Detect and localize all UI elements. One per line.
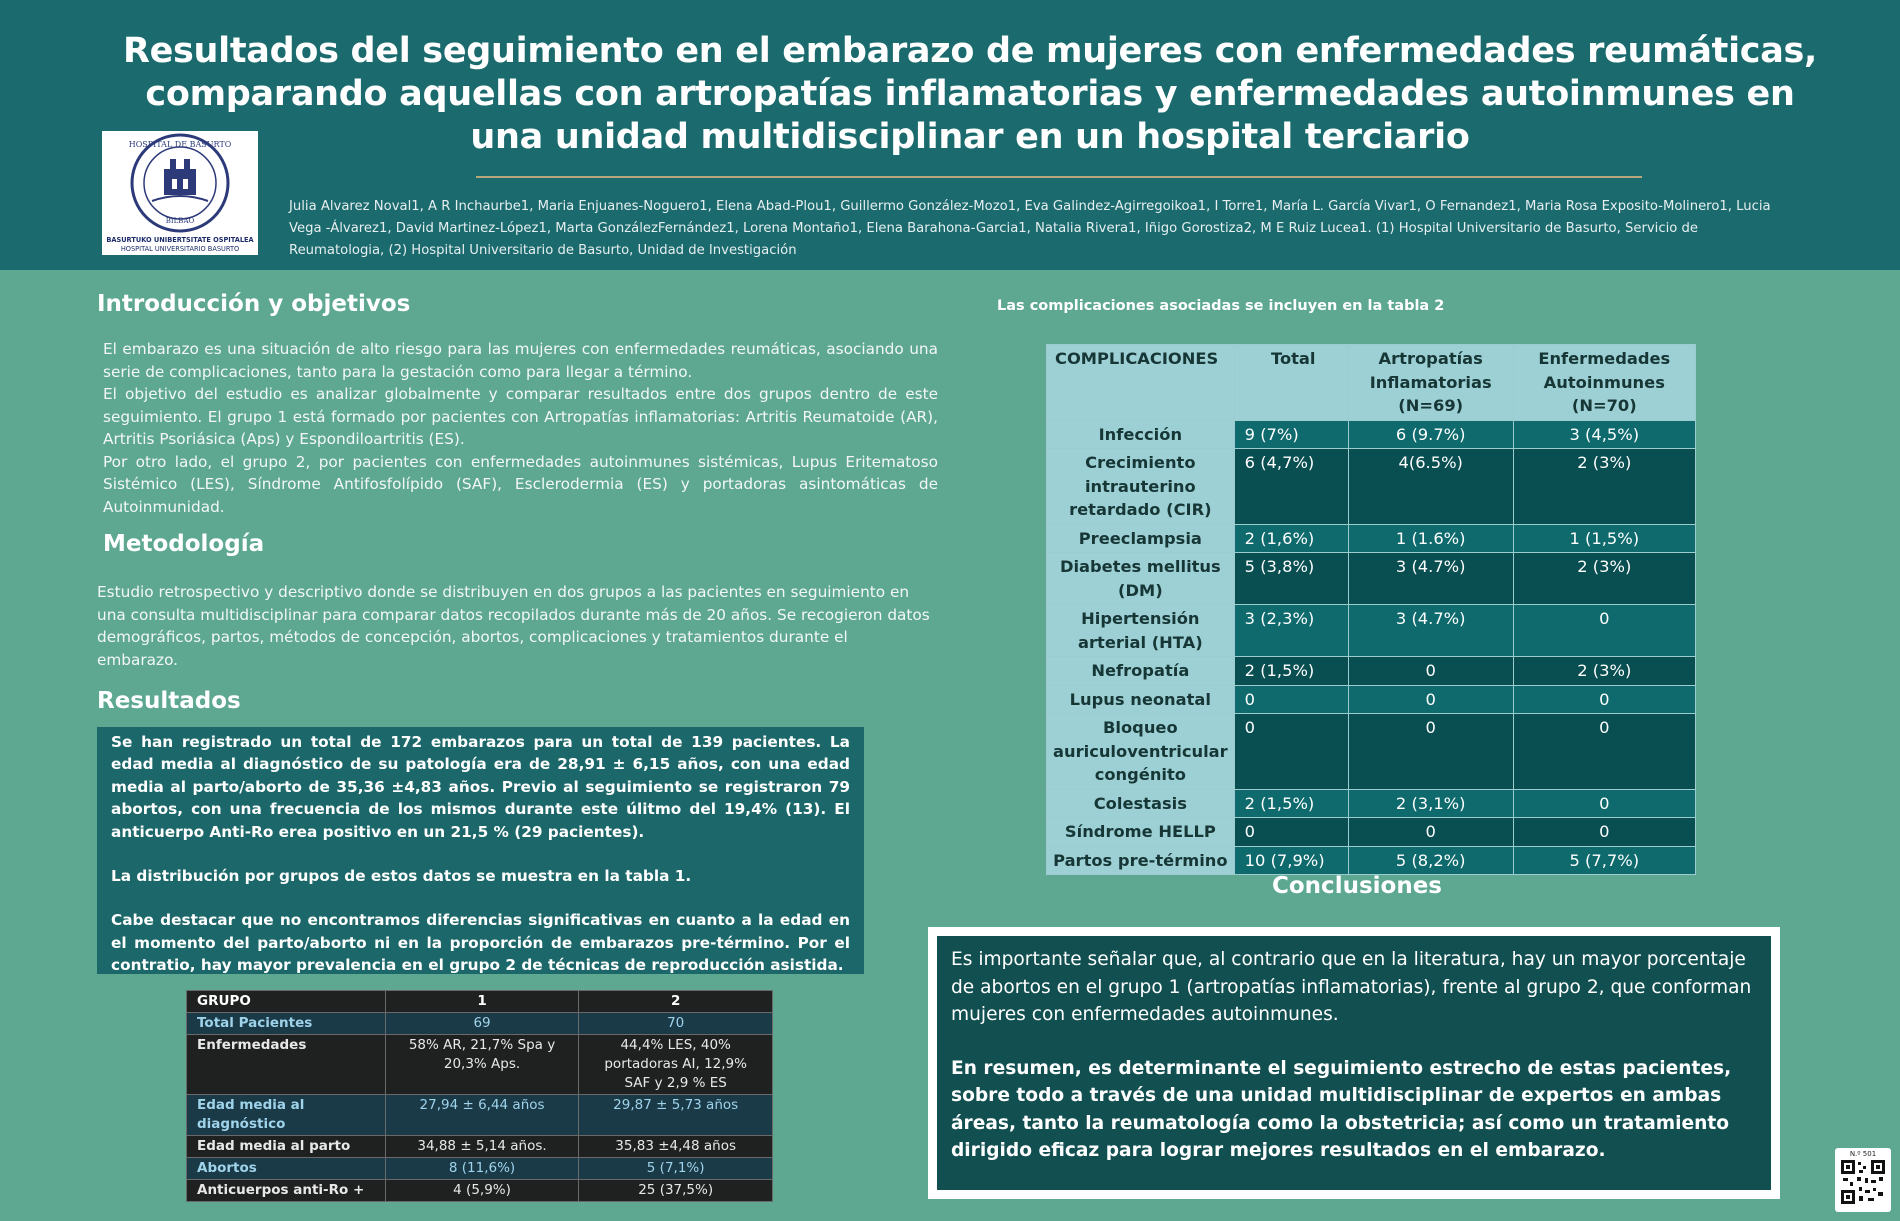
table-cell: Edad media al diagnóstico (187, 1095, 386, 1136)
table-row (1047, 685, 1696, 714)
table-cell: 4(6.5%) (1348, 449, 1513, 525)
conclusions-paragraph-2: En resumen, es determinante el seguimiento estrecho de estas pacientes, sobre todo a través de una unidad multidisciplinar de expertos en ambas áreas, tanto la reumatología como la obstetricia; así como un tratamiento dirigido eficaz para lograr mejores resultados en el embarazo. (951, 1057, 1732, 1161)
table-cell: 5 (8,2%) (1348, 846, 1513, 875)
table-row (1047, 657, 1696, 686)
results-paragraph-3: Cabe destacar que no encontramos diferencias significativas en cuanto a la edad en el momento del parto/aborto ni en la proporción de embarazos pre-término. Por el contratio, hay mayor prevalencia en el grupo 2 de técnicas de reproducción asistida. (111, 911, 850, 975)
results-box (97, 727, 864, 974)
table-cell: 44,4% LES, 40% portadoras AI, 12,9% SAF y 2,9 % ES (579, 1035, 773, 1095)
table-cell: 27,94 ± 6,44 años (385, 1095, 579, 1136)
table-1-header-cell: GRUPO (187, 991, 386, 1013)
table-cell: 6 (9.7%) (1348, 420, 1513, 449)
table-row (1047, 449, 1696, 525)
table-cell: 0 (1513, 789, 1695, 818)
table-cell: 2 (3%) (1513, 657, 1695, 686)
table-cell: 0 (1348, 657, 1513, 686)
logo-line-1: BASURTUKO UNIBERTSITATE OSPITALEA (106, 236, 254, 244)
table-cell: 69 (385, 1013, 579, 1035)
table-cell: 3 (2,3%) (1234, 605, 1348, 657)
table-cell: Anticuerpos anti-Ro + (187, 1180, 386, 1202)
authors-list: Julia Alvarez Noval1, A R Inchaurbe1, Maria Enjuanes-Noguero1, Elena Abad-Plou1, Guillermo González-Mozo1, Eva Galindez-Agirregoikoa1, I Torre1, María L. García Vivar1, O Fernandez1, Maria Rosa Exposito-Molinero1, Lucia Vega -Álvarez1, David Martinez-López1, Marta GonzálezFernández1, Lorena Montaño1, Elena Barahona-Garcia1, Natalia Rivera1, Iñigo Gorostiza2, M E Ruiz Lucea1. (1) Hospital Universitario de Basurto, Servicio de Reumatologia, (2) Hospital Universitario de Basurto, Unidad de Investigación (289, 199, 1771, 258)
table-cell: 0 (1234, 714, 1348, 790)
table-cell: 70 (579, 1013, 773, 1035)
table-cell: 34,88 ± 5,14 años. (385, 1136, 579, 1158)
table-row (1047, 420, 1696, 449)
table-cell: Hipertensión arterial (HTA) (1047, 605, 1235, 657)
table-cell: 2 (1,5%) (1234, 657, 1348, 686)
table-row (187, 1095, 773, 1136)
table-cell: Infección (1047, 420, 1235, 449)
table-cell: 1 (1.6%) (1348, 524, 1513, 553)
table-2-header-cell: Total (1234, 345, 1348, 421)
table-cell: 5 (3,8%) (1234, 553, 1348, 605)
poster-title: Resultados del seguimiento en el embarazo de mujeres con enfermedades reumáticas, comparando aquellas con artropatías inflamatorias y enfermedades autoinmunes en una unidad multidisciplinar en un hospital terciario (122, 31, 1818, 157)
results-paragraph-1: Se han registrado un total de 172 embarazos para un total de 139 pacientes. La edad media al diagnóstico de su patología era de 28,91 ± 6,15 años, con una edad media al parto/aborto de 35,36 ±4,83 años. Previo al seguimiento se registraron 79 abortos, con una frecuencia de los mismos durante este úlitmo del 19,4% (13). El anticuerpo Anti-Ro erea positivo en un 21,5 % (29 pacientes). (111, 733, 850, 841)
table-cell: 0 (1348, 685, 1513, 714)
table-cell: 0 (1513, 714, 1695, 790)
table-cell: 5 (7,1%) (579, 1158, 773, 1180)
conclusions-heading: Conclusiones (1272, 873, 1442, 899)
table-cell: Bloqueo auriculoventricular congénito (1047, 714, 1235, 790)
table-cell: Partos pre-término (1047, 846, 1235, 875)
table-cell: 10 (7,9%) (1234, 846, 1348, 875)
table-1-header-cell: 2 (579, 991, 773, 1013)
table-2-header-cell: Artropatías Inflamatorias (N=69) (1348, 345, 1513, 421)
table-cell: 2 (3,1%) (1348, 789, 1513, 818)
table-cell: Preeclampsia (1047, 524, 1235, 553)
table-cell: 0 (1234, 818, 1348, 847)
table-cell: 0 (1513, 685, 1695, 714)
table-cell: 35,83 ±4,48 años (579, 1136, 773, 1158)
svg-text:HOSPITAL DE BASURTO: HOSPITAL DE BASURTO (128, 140, 232, 149)
table-cell: 3 (4.7%) (1348, 605, 1513, 657)
table-cell: 25 (37,5%) (579, 1180, 773, 1202)
table-cell: 3 (4.7%) (1348, 553, 1513, 605)
table-row (1047, 846, 1696, 875)
table-cell: 2 (1,6%) (1234, 524, 1348, 553)
table-cell: Lupus neonatal (1047, 685, 1235, 714)
table-2 (1046, 344, 1696, 875)
table-row (187, 1013, 773, 1035)
table-cell: 8 (11,6%) (385, 1158, 579, 1180)
table-cell: 2 (1,5%) (1234, 789, 1348, 818)
table-cell: Abortos (187, 1158, 386, 1180)
conclusions-paragraph-1: Es importante señalar que, al contrario que en la literatura, hay un mayor porcentaje de abortos en el grupo 1 (artropatías inflamatorias), frente al grupo 2, que conforman mujeres con enfermedades autoinmunes. (951, 949, 1752, 1025)
table-cell: 3 (4,5%) (1513, 420, 1695, 449)
table-1-header-cell: 1 (385, 991, 579, 1013)
intro-text: El embarazo es una situación de alto riesgo para las mujeres con enfermedades reumáticas, asociando una serie de complicaciones, tanto para la gestación como para llegar a término. El objetivo del estudio es analizar globalmente y comparar resultados entre dos grupos dentro de este seguimiento. El grupo 1 está formado por pacientes con Artropatías inflamatorias: Artritis Reumatoide (AR), Artritis Psoriásica (Aps) y Espondiloartritis (ES). Por otro lado, el grupo 2, por pacientes con enfermedades autoinmunes sistémicas, Lupus Eritematoso Sistémico (LES), Síndrome Antifosfolípido (SAF), Esclerodermia (ES) y portadoras asintomáticas de Autoinmunidad. (103, 340, 938, 516)
table-cell: 6 (4,7%) (1234, 449, 1348, 525)
table-2-header-cell: Enfermedades Autoinmunes (N=70) (1513, 345, 1695, 421)
table-cell: 9 (7%) (1234, 420, 1348, 449)
svg-text:BILBAO: BILBAO (165, 217, 195, 225)
table-row (1047, 789, 1696, 818)
qr-label: N.º 501 (1849, 1150, 1877, 1158)
table-cell: 29,87 ± 5,73 años (579, 1095, 773, 1136)
table-cell: 0 (1348, 818, 1513, 847)
table-cell: 1 (1,5%) (1513, 524, 1695, 553)
table-row (1047, 714, 1696, 790)
table-cell: 2 (3%) (1513, 449, 1695, 525)
table-cell: Total Pacientes (187, 1013, 386, 1035)
table-cell: 2 (3%) (1513, 553, 1695, 605)
logo-line-2: HOSPITAL UNIVERSITARIO BASURTO (120, 245, 240, 253)
table-2-header-cell: COMPLICACIONES (1047, 345, 1235, 421)
conclusions-box (928, 927, 1780, 1199)
table-row (1047, 524, 1696, 553)
table-2-header (1047, 345, 1696, 421)
qr-code[interactable] (1835, 1148, 1891, 1212)
results-paragraph-2: La distribución por grupos de estos datos se muestra en la tabla 1. (111, 867, 692, 886)
table-1 (186, 990, 773, 1202)
title-divider (476, 176, 1642, 178)
table-cell: Edad media al parto (187, 1136, 386, 1158)
methods-text: Estudio retrospectivo y descriptivo donde se distribuyen en dos grupos a las pacientes en seguimiento en una consulta multidisciplinar para comparar datos recopilados durante más de 20 años. Se recogieron datos demográficos, partos, métodos de concepción, abortos, complicaciones y tratamientos durante el embarazo. (97, 583, 930, 669)
results-heading: Resultados (97, 688, 241, 714)
table-row (187, 1035, 773, 1095)
table-2-caption: Las complicaciones asociadas se incluyen en la tabla 2 (997, 298, 1445, 314)
methods-heading: Metodología (103, 531, 265, 557)
table-cell: 0 (1234, 685, 1348, 714)
table-cell: Enfermedades (187, 1035, 386, 1095)
poster-header (0, 0, 1900, 270)
table-cell: Crecimiento intrauterino retardado (CIR) (1047, 449, 1235, 525)
table-1-header (187, 991, 773, 1013)
table-cell: 4 (5,9%) (385, 1180, 579, 1202)
table-cell: 58% AR, 21,7% Spa y 20,3% Aps. (385, 1035, 579, 1095)
table-row (1047, 553, 1696, 605)
table-row (1047, 605, 1696, 657)
table-cell: 0 (1348, 714, 1513, 790)
table-cell: Colestasis (1047, 789, 1235, 818)
table-cell: 5 (7,7%) (1513, 846, 1695, 875)
qr-icon (1841, 1160, 1885, 1204)
table-row (1047, 818, 1696, 847)
table-row (187, 1180, 773, 1202)
intro-heading: Introducción y objetivos (97, 291, 411, 317)
table-cell: Síndrome HELLP (1047, 818, 1235, 847)
table-row (187, 1136, 773, 1158)
table-row (187, 1158, 773, 1180)
table-cell: 0 (1513, 818, 1695, 847)
table-cell: Diabetes mellitus (DM) (1047, 553, 1235, 605)
table-cell: Nefropatía (1047, 657, 1235, 686)
table-cell: 0 (1513, 605, 1695, 657)
